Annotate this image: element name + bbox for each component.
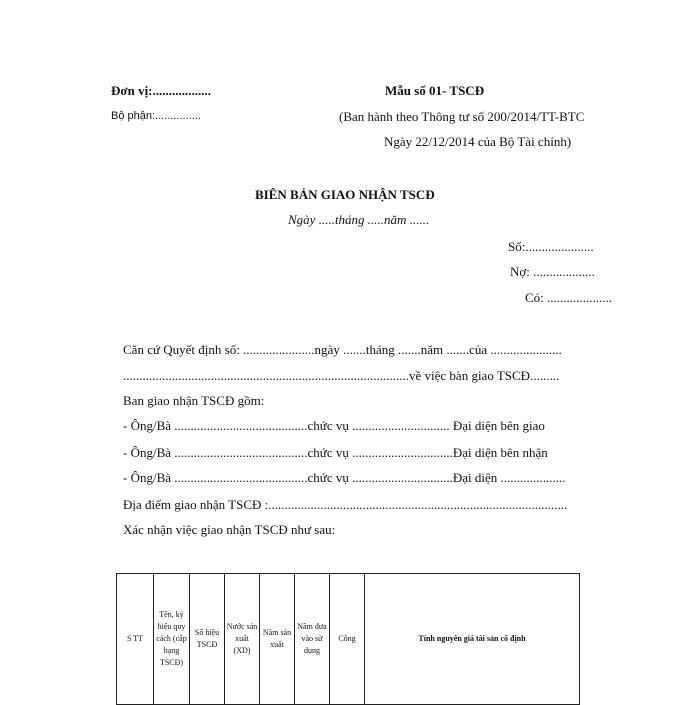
body-line-representative: - Ông/Bà .........................................chức vụ ...............................Đại diện .................... <box>123 470 566 485</box>
form-number: Mẫu số 01- TSCĐ <box>385 83 485 98</box>
header-cell-stt: S TT <box>117 574 154 705</box>
unit-label: Đơn vị:.................. <box>111 83 212 98</box>
header-cell-name: Tên, ký hiệu quy cách (cấp hạng TSCĐ) <box>154 574 190 705</box>
issued-date-line: Ngày 22/12/2014 của Bộ Tài chính) <box>384 134 572 149</box>
header-cell-asset-code: Số hiệu TSCĐ <box>190 574 225 705</box>
date-line: Ngày .....tháng .....năm ...... <box>288 212 430 227</box>
ref-co: Có: .................... <box>525 290 613 305</box>
ref-so: Số:..................... <box>508 239 594 254</box>
ref-no: Nợ: ................... <box>510 264 595 279</box>
body-line-location: Địa điểm giao nhận TSCĐ :............................................................................................ <box>123 497 568 512</box>
body-line-committee: Ban giao nhận TSCĐ gồm: <box>123 393 265 408</box>
header-cell-capacity: Công <box>330 574 365 705</box>
issued-by-line: (Ban hành theo Thông tư số 200/2014/TT-BTC <box>339 109 585 124</box>
body-line-handover: ........................................................................................về việc bàn giao TSCĐ......... <box>123 368 560 383</box>
asset-table <box>116 573 580 705</box>
header-cell-country: Nước sản xuất (XD) <box>225 574 260 705</box>
body-line-receiver: - Ông/Bà .........................................chức vụ ...............................Đại diện bên nhận <box>123 445 548 460</box>
body-line-confirmation: Xác nhận việc giao nhận TSCĐ như sau: <box>123 522 336 537</box>
body-line-giver: - Ông/Bà .........................................chức vụ .............................. Đại diện bên giao <box>123 418 545 433</box>
header-cell-year-made: Năm sản xuất <box>260 574 295 705</box>
department-label: Bộ phận:............... <box>111 110 201 122</box>
document-title: BIÊN BẢN GIAO NHẬN TSCĐ <box>255 187 435 202</box>
body-line-basis: Căn cứ Quyết định số: ......................ngày .......tháng .......năm .......của ...................... <box>123 342 562 357</box>
table-header-row <box>117 574 580 705</box>
header-cell-original-cost: Tính nguyên giá tài sản cố định <box>365 574 580 705</box>
header-cell-year-used: Năm đưa vào sử dụng <box>295 574 330 705</box>
